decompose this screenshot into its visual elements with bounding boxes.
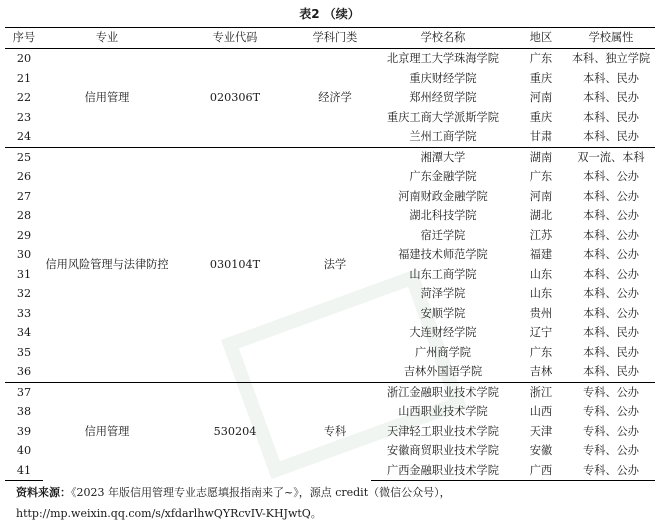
header-category: 学科门类	[299, 28, 371, 49]
cell-region: 广西	[515, 461, 567, 481]
table-row	[5, 382, 655, 402]
cell-region: 广东	[529, 170, 553, 183]
table-row	[5, 49, 655, 69]
cell-region: 安徽	[529, 444, 553, 457]
cell-region: 重庆	[529, 110, 553, 124]
cell-region: 山东	[529, 267, 553, 281]
cell-school: 广西金融职业技术学院	[371, 461, 515, 481]
cell-region: 吉林	[529, 365, 553, 378]
cell-no: 25	[5, 147, 43, 167]
group-1	[5, 49, 655, 148]
cell-attr: 本科、公办	[583, 170, 639, 183]
source-note	[16, 482, 656, 524]
table-title: 表2 （续）	[299, 7, 360, 21]
cell-attr: 本科、民办	[583, 326, 639, 339]
cell-attr: 本科、公办	[583, 287, 639, 300]
source-text: 《2023 年版信用管理专业志愿填报指南来了~》，源点 credit（微信公众号），http://mp.weixin.qq.com/s/xfdarlhwQYRcvIV-KHJwtQ。	[16, 486, 451, 520]
cell-attr: 专科、公办	[567, 382, 655, 402]
source-label: 资料来源：	[16, 486, 71, 499]
cell-school: 福建技术师范学院	[398, 248, 488, 261]
cell-region: 山西	[529, 405, 553, 418]
cell-region: 贵州	[529, 306, 553, 320]
group-2	[5, 147, 655, 382]
cell-school: 大连财经学院	[409, 326, 477, 339]
cell-school: 安顺学院	[420, 306, 466, 320]
cell-no: 39	[16, 424, 32, 438]
cell-no: 33	[16, 306, 32, 320]
cell-school: 重庆工商大学派斯学院	[387, 110, 499, 124]
cell-attr: 双一流、本科	[567, 147, 655, 167]
cell-attr: 本科、民办	[583, 130, 639, 143]
cell-category: 经济学	[318, 91, 352, 104]
cell-attr: 本科、公办	[583, 189, 639, 203]
cell-school: 浙江金融职业技术学院	[371, 382, 515, 402]
cell-no: 21	[16, 71, 32, 85]
cell-attr: 本科、民办	[583, 365, 639, 378]
cell-attr: 本科、公办	[583, 248, 639, 261]
cell-region: 浙江	[515, 382, 567, 402]
cell-no: 24	[16, 130, 32, 143]
cell-attr: 本科、公办	[583, 228, 639, 242]
cell-school: 河南财政金融学院	[398, 189, 488, 203]
cell-no: 40	[16, 444, 32, 457]
header-major: 专业	[43, 28, 171, 49]
cell-attr: 本科、民办	[583, 345, 639, 359]
header-school: 学校名称	[371, 28, 515, 49]
cell-attr: 专科、公办	[583, 424, 639, 438]
cell-code: 530204	[171, 382, 299, 481]
cell-no: 37	[5, 382, 43, 402]
cell-no: 41	[5, 461, 43, 481]
cell-no: 32	[16, 287, 32, 300]
cell-no: 22	[16, 91, 32, 104]
cell-attr: 本科、公办	[583, 306, 639, 320]
cell-no: 28	[16, 209, 32, 222]
cell-region: 湖北	[529, 209, 553, 222]
cell-attr: 专科、公办	[583, 405, 639, 418]
cell-region: 河南	[529, 91, 553, 104]
cell-region: 福建	[529, 248, 553, 261]
cell-code: 030104T	[171, 147, 299, 382]
cell-school: 吉林外国语学院	[403, 365, 483, 378]
cell-region: 甘肃	[529, 130, 553, 143]
cell-attr: 本科、民办	[583, 91, 639, 104]
cell-region: 广东	[529, 345, 553, 359]
cell-school: 山西职业技术学院	[398, 405, 488, 418]
cell-school: 山东工商学院	[409, 267, 477, 281]
cell-attr: 本科、公办	[583, 267, 639, 281]
cell-attr: 本科、公办	[583, 209, 639, 222]
cell-school: 湘潭大学	[371, 147, 515, 167]
cell-school: 宿迁学院	[420, 228, 466, 242]
cell-school: 兰州工商学院	[409, 130, 477, 143]
cell-no: 31	[16, 267, 32, 281]
cell-no: 38	[16, 405, 32, 418]
header-code: 专业代码	[171, 28, 299, 49]
header-no: 序号	[5, 28, 43, 49]
cell-school: 天津轻工职业技术学院	[387, 424, 499, 438]
cell-attr: 本科、民办	[583, 71, 639, 85]
cell-major: 信用管理	[84, 90, 130, 104]
group-3	[5, 382, 655, 481]
header-region: 地区	[515, 28, 567, 49]
cell-no: 36	[16, 365, 32, 378]
cell-region: 广东	[529, 52, 553, 65]
table-header	[5, 28, 655, 49]
cell-region: 江苏	[529, 228, 553, 242]
cell-region: 辽宁	[529, 326, 553, 339]
cell-school: 湖北科技学院	[409, 209, 477, 222]
cell-school: 郑州经贸学院	[409, 91, 477, 104]
cell-no: 30	[16, 248, 32, 261]
cell-region: 重庆	[529, 71, 553, 85]
cell-no: 26	[16, 170, 32, 183]
cell-major: 信用风险管理与法律防控	[43, 147, 171, 382]
cell-attr: 专科、公办	[583, 444, 639, 457]
table-row	[5, 147, 655, 167]
cell-region: 河南	[529, 189, 553, 203]
cell-category: 专科	[299, 382, 371, 481]
cell-region: 湖南	[515, 147, 567, 167]
cell-region: 山东	[529, 287, 553, 300]
cell-region: 天津	[529, 424, 553, 438]
cell-school: 安徽商贸职业技术学院	[387, 444, 499, 457]
cell-school: 广东金融学院	[409, 170, 477, 183]
cell-attr: 本科、民办	[583, 110, 639, 124]
cell-code: 020306T	[209, 91, 261, 104]
cell-school: 重庆财经学院	[409, 71, 477, 85]
cell-school: 菏泽学院	[420, 287, 466, 300]
cell-no: 27	[16, 189, 32, 203]
cell-category: 法学	[299, 147, 371, 382]
cell-attr: 本科、独立学院	[571, 52, 651, 65]
cell-no: 35	[16, 345, 32, 359]
cell-no: 23	[16, 110, 32, 124]
cell-major: 信用管理	[43, 382, 171, 481]
cell-school: 北京理工大学珠海学院	[387, 52, 499, 65]
cell-no: 34	[16, 326, 32, 339]
cell-school: 广州商学院	[415, 345, 471, 359]
credit-major-table	[5, 27, 655, 481]
cell-no: 29	[16, 228, 32, 242]
header-attr: 学校属性	[567, 28, 655, 49]
cell-no: 20	[16, 52, 32, 65]
cell-attr: 专科、公办	[567, 461, 655, 481]
